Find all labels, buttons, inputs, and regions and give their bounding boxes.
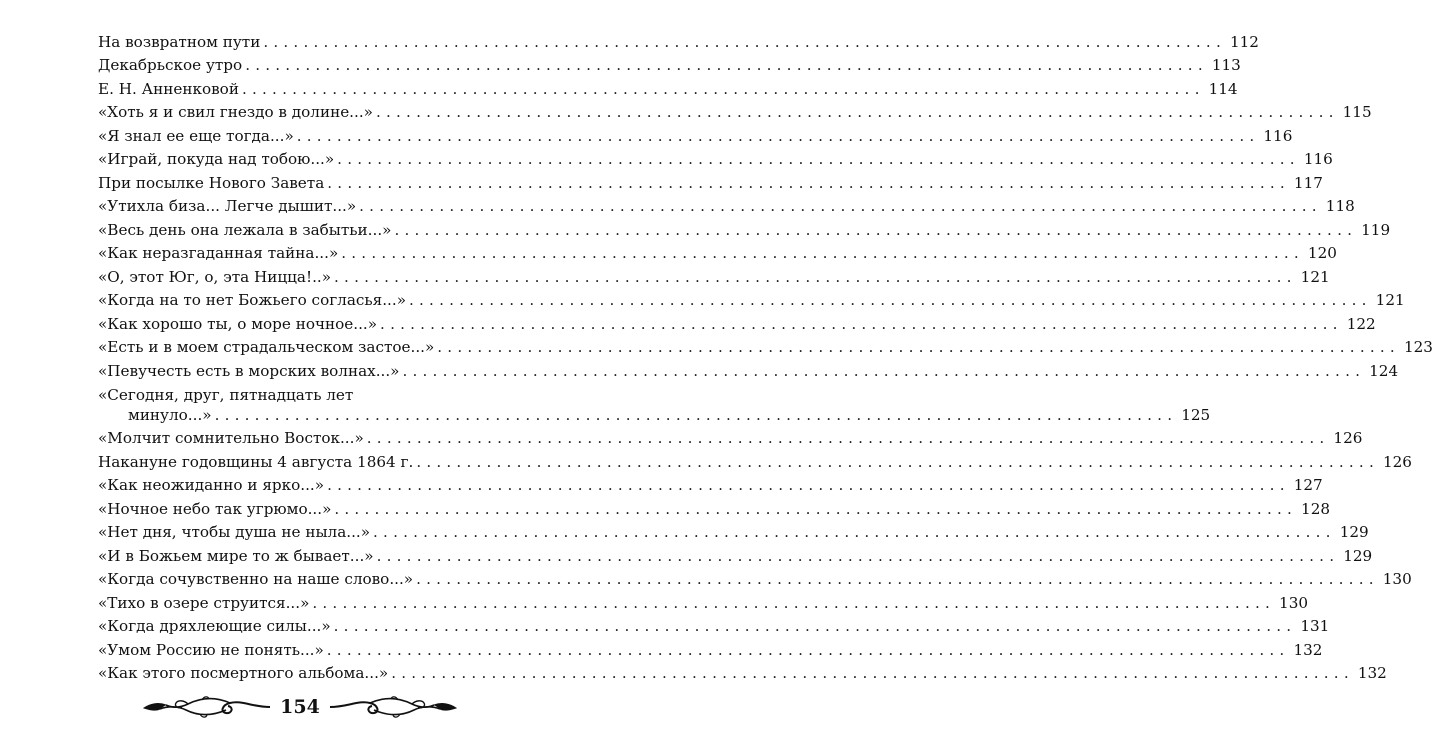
left-flourish-ornament [142, 694, 272, 720]
toc-entry [98, 357, 1399, 381]
toc-entry [98, 122, 1293, 146]
dot-leader: ................................................................................................ [402, 361, 1366, 380]
toc-entry-title: Е. Н. Анненковой [98, 79, 239, 98]
toc-entry-title: «Я знал ее еще тогда...» [98, 126, 294, 145]
toc-entry-title: «Тихо в озере струится...» [98, 593, 310, 612]
toc-entry [98, 448, 1412, 472]
dot-leader: ................................................................................................ [337, 150, 1300, 168]
toc-entry [98, 193, 1355, 217]
dot-leader: ................................................................................................ [214, 405, 1178, 424]
dot-leader: ................................................................................................ [327, 476, 1290, 494]
toc-entry [98, 495, 1331, 519]
toc-entry-title: «Есть и в моем страдальческом застое...» [98, 338, 435, 356]
toc-entry-title: «Умом Россию не понять...» [98, 640, 324, 659]
toc-entry-page: 124 [1369, 361, 1399, 380]
toc-entry-page: 120 [1307, 244, 1337, 262]
toc-entry-page: 128 [1301, 499, 1331, 518]
toc-entry-title: «Ночное небо так угрюмо...» [98, 499, 332, 518]
toc-entry-page: 129 [1339, 523, 1369, 541]
toc-entry-page: 123 [1403, 338, 1433, 356]
dot-leader: ................................................................................................ [263, 32, 1226, 51]
dot-leader: ................................................................................................ [334, 499, 1298, 518]
toc-entry-page: 121 [1300, 267, 1330, 286]
dot-leader: ................................................................................................ [327, 173, 1290, 192]
toc-entry-page: 126 [1333, 429, 1363, 447]
toc-entry-page: 116 [1263, 126, 1293, 145]
toc-entry [98, 542, 1373, 566]
toc-entry-page: 121 [1375, 291, 1405, 309]
dot-leader: ................................................................................................ [409, 291, 1372, 309]
toc-entry-title: «Певучесть есть в морских волнах...» [98, 361, 400, 380]
toc-entry [98, 75, 1238, 99]
toc-entry-title: «Утихла биза... Легче дышит...» [98, 197, 357, 215]
toc-entry [98, 240, 1337, 264]
toc-entry-title: «О, этот Юг, о, эта Ницца!..» [98, 267, 332, 286]
toc-entry-title: На возвратном пути [98, 32, 261, 51]
toc-entry [98, 287, 1405, 311]
toc-entry [98, 425, 1363, 449]
dot-leader: ................................................................................................ [375, 103, 1339, 121]
toc-entry [98, 169, 1323, 193]
toc-entry-page: 122 [1346, 314, 1376, 333]
toc-entry [98, 99, 1372, 123]
toc-entry-page: 130 [1382, 570, 1412, 588]
toc-entry-page: 125 [1181, 405, 1211, 424]
toc-entry [98, 146, 1333, 170]
dot-leader: ................................................................................................ [391, 664, 1354, 682]
dot-leader: ................................................................................................ [334, 267, 1297, 286]
toc-entry-title: «Сегодня, друг, пятнадцать лет [98, 385, 354, 404]
toc-entry-page: 126 [1382, 452, 1412, 471]
toc-entry-title: «Нет дня, чтобы душа не ныла...» [98, 523, 371, 541]
toc-entry [98, 381, 1211, 425]
dot-leader: ................................................................................................ [312, 593, 1276, 612]
toc-entry-title: При посылке Нового Завета [98, 173, 325, 192]
toc-entry-title: «Играй, покуда над тобою...» [98, 150, 335, 168]
toc-entry-title: Накануне годовщины 4 августа 1864 г. [98, 452, 414, 471]
toc-entry [98, 52, 1241, 76]
page-footer [0, 692, 600, 722]
dot-leader: ................................................................................................ [341, 244, 1304, 262]
dot-leader: ................................................................................................ [376, 546, 1340, 565]
toc-entry-page: 112 [1229, 32, 1259, 51]
toc-entry-page: 119 [1361, 220, 1391, 239]
toc-entry [98, 216, 1391, 240]
toc-entry [98, 636, 1323, 660]
toc-entry-title: «Весь день она лежала в забытьи...» [98, 220, 392, 239]
toc-entry-title: «Как неразгаданная тайна...» [98, 244, 339, 262]
toc-entry-page: 115 [1342, 103, 1372, 121]
dot-leader: ................................................................................................ [359, 197, 1322, 215]
toc-entry-page: 118 [1325, 197, 1355, 215]
toc-entry [98, 263, 1330, 287]
dot-leader: ................................................................................................ [296, 126, 1260, 145]
toc-entry-page: 129 [1343, 546, 1373, 565]
toc-entry-page: 113 [1211, 56, 1241, 74]
toc-entry-page: 116 [1303, 150, 1333, 168]
toc-entry [98, 660, 1387, 684]
dot-leader: ................................................................................................ [394, 220, 1358, 239]
toc-entry-page: 132 [1357, 664, 1387, 682]
toc-entry-title: «Как этого посмертного альбома...» [98, 664, 389, 682]
toc-entry-title: «Когда на то нет Божьего согласья...» [98, 291, 406, 309]
toc-entry [98, 334, 1433, 358]
toc-entry [98, 472, 1323, 496]
toc-entry [98, 613, 1330, 637]
table-of-contents [98, 28, 1433, 683]
toc-entry-page: 117 [1293, 173, 1323, 192]
toc-entry [98, 566, 1412, 590]
right-flourish-ornament [328, 694, 458, 720]
toc-entry-title: «И в Божьем мире то ж бывает...» [98, 546, 374, 565]
toc-entry-page: 130 [1279, 593, 1309, 612]
dot-leader: ................................................................................................ [437, 338, 1400, 356]
toc-entry-title: «Молчит сомнительно Восток...» [98, 429, 364, 447]
dot-leader: ................................................................................................ [326, 640, 1290, 659]
toc-entry-title-continued: минуло...» [128, 405, 212, 424]
toc-entry-page: 131 [1300, 617, 1330, 635]
toc-entry-title: «Как неожиданно и ярко...» [98, 476, 325, 494]
toc-entry-title: «Как хорошо ты, о море ночное...» [98, 314, 378, 333]
dot-leader: ................................................................................................ [373, 523, 1336, 541]
page-number: 154 [280, 696, 320, 718]
dot-leader: ................................................................................................ [245, 56, 1208, 74]
dot-leader: ................................................................................................ [241, 79, 1205, 98]
toc-entry-title: «Когда дряхлеющие силы...» [98, 617, 331, 635]
toc-entry [98, 589, 1309, 613]
toc-entry-page: 114 [1208, 79, 1238, 98]
dot-leader: ................................................................................................ [416, 570, 1379, 588]
toc-entry-page: 132 [1293, 640, 1323, 659]
toc-entry [98, 519, 1369, 543]
toc-entry-page: 127 [1293, 476, 1323, 494]
dot-leader: ................................................................................................ [380, 314, 1343, 333]
toc-entry-title: Декабрьское утро [98, 56, 243, 74]
toc-entry [98, 310, 1376, 334]
toc-entry-title: «Когда сочувственно на наше слово...» [98, 570, 414, 588]
dot-leader: ................................................................................................ [366, 429, 1330, 447]
toc-entry-title: «Хоть я и свил гнездо в долине...» [98, 103, 373, 121]
dot-leader: ................................................................................................ [416, 452, 1379, 471]
toc-entry [98, 28, 1259, 52]
dot-leader: ................................................................................................ [333, 617, 1297, 635]
